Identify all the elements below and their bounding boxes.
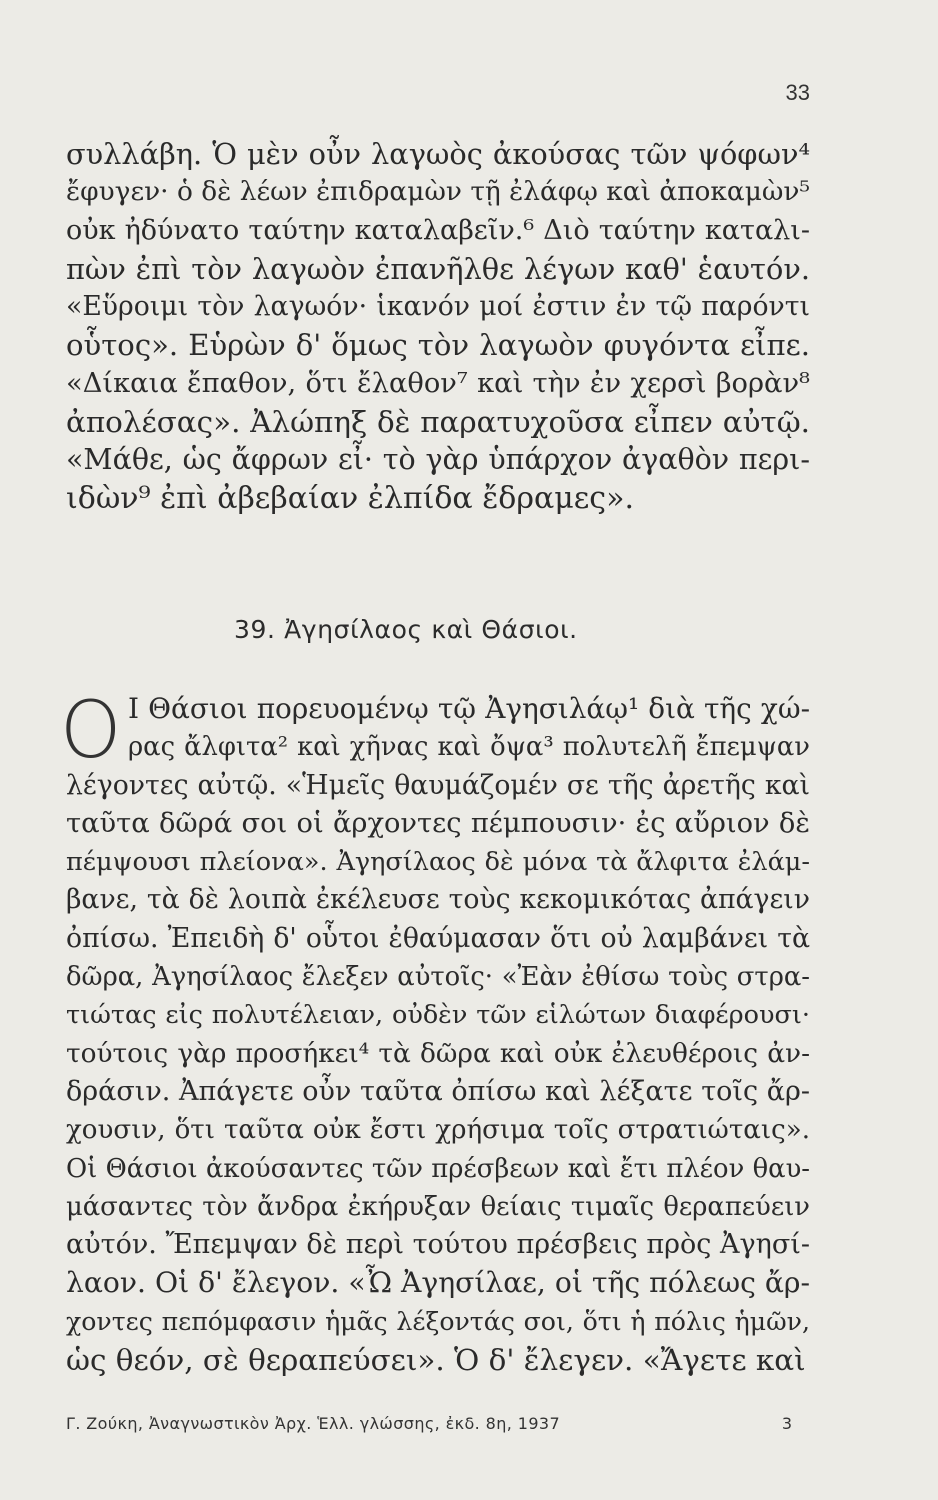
page-number: 33 [785, 80, 810, 105]
text-line: τιώτας εἰς πολυτέλειαν, οὐδὲν τῶν εἱλώτων διαφέρουσι· [66, 1000, 810, 1031]
text-line: δῶρα, Ἀγησίλαος ἔλεξεν αὐτοῖς· «Ἐὰν ἐθίσω τοὺς στρα- [66, 962, 810, 993]
text-line: οὗτος». Εὑρὼν δ' ὅμως τὸν λαγωὸν φυγόντα εἶπε. [66, 328, 810, 363]
text-line: ἔφυγεν· ὁ δὲ λέων ἐπιδραμὼν τῇ ἐλάφῳ καὶ ἀποκαμὼν⁵ [66, 176, 810, 208]
text-line: βανε, τὰ δὲ λοιπὰ ἐκέλευσε τοὺς κεκομικότας ἀπάγειν [66, 884, 810, 916]
text-line: μάσαντες τὸν ἄνδρα ἐκήρυξαν θείαις τιμαῖς θεραπεύειν [66, 1191, 810, 1222]
text-line: λαον. Οἱ δ' ἔλεγον. «Ὦ Ἀγησίλαε, οἱ τῆς πόλεως ἄρ- [66, 1266, 810, 1300]
text-line: «Δίκαια ἔπαθον, ὅτι ἔλαθον⁷ καὶ τὴν ἐν χερσὶ βορὰν⁸ [66, 367, 810, 399]
text-line: ὀπίσω. Ἐπειδὴ δ' οὗτοι ἐθαύμασαν ὅτι οὐ λαμβάνει τὰ [66, 922, 810, 954]
text-line: συλλάβη. Ὁ μὲν οὖν λαγωὸς ἀκούσας τῶν ψόφων⁴ [66, 137, 810, 171]
text-line: αὐτόν. Ἔπεμψαν δὲ περὶ τούτου πρέσβεις πρὸς Ἀγησί- [66, 1229, 810, 1261]
text-line-content: ρας ἄλφιτα² καὶ χῆνας καὶ ὄψα³ πολυτελῆ ἔπεμψαν [128, 732, 810, 763]
printer-signature: 3 [781, 1414, 792, 1433]
text-line [66, 728, 810, 766]
text-line: χουσιν, ὅτι ταῦτα οὐκ ἔστι χρήσιμα τοῖς στρατιώταις». [66, 1115, 810, 1146]
text-line: ιδὼν⁹ ἐπὶ ἀβεβαίαν ἐλπίδα ἔδραμες». [66, 480, 634, 516]
text-line: χοντες πεπόμφασιν ἡμᾶς λέξοντάς σοι, ὅτι ἡ πόλις ἡμῶν, [66, 1306, 810, 1336]
text-line: τούτοις γὰρ προσήκει⁴ τὰ δῶρα καὶ οὐκ ἐλευθέροις ἀν- [66, 1037, 810, 1069]
text-line: ταῦτα δῶρά σοι οἱ ἄρχοντες πέμπουσιν· ἐς αὔριον δὲ [66, 807, 810, 839]
footer-credit: Γ. Ζούκη, Ἀναγνωστικὸν Ἀρχ. Ἑλλ. γλώσσης, ἐκδ. 8η, 1937 [66, 1414, 561, 1433]
text-line: λέγοντες αὐτῷ. «Ἡμεῖς θαυμάζομέν σε τῆς ἀρετῆς καὶ [66, 769, 810, 801]
text-line: δράσιν. Ἀπάγετε οὖν ταῦτα ὀπίσω καὶ λέξατε τοῖς ἄρ- [66, 1075, 810, 1107]
text-line: Οἱ Θάσιοι ἀκούσαντες τῶν πρέσβεων καὶ ἔτι πλέον θαυ- [66, 1153, 810, 1184]
drop-cap: Ο [60, 686, 122, 776]
text-line: πὼν ἐπὶ τὸν λαγωὸν ἐπανῆλθε λέγων καθ' ἑαυτόν. [66, 251, 810, 286]
section-body [60, 686, 810, 1379]
passage-text [66, 135, 810, 518]
text-line: «Μάθε, ὡς ἄφρων εἶ· τὸ γὰρ ὑπάρχον ἀγαθὸν περι- [66, 443, 810, 477]
text-line: οὐκ ἠδύνατο ταύτην καταλαβεῖν.⁶ Διὸ ταύτην καταλι- [66, 214, 810, 246]
text-line: ἀπολέσας». Ἀλώπηξ δὲ παρατυχοῦσα εἶπεν αὐτῷ. [66, 405, 810, 440]
text-line: ὡς θεόν, σὲ θεραπεύσει». Ὁ δ' ἔλεγεν. «Ἄγετε καὶ [66, 1343, 806, 1378]
text-line: πέμψουσι πλείονα». Ἀγησίλαος δὲ μόνα τὰ ἄλφιτα ἐλάμ- [66, 847, 810, 878]
text-line-content: Ι Θάσιοι πορευομένῳ τῷ Ἀγησιλάῳ¹ διὰ τῆς χώ- [128, 692, 810, 725]
section-title: 39. Ἀγησίλαος καὶ Θάσιοι. [234, 615, 578, 644]
text-line: «Εὕροιμι τὸν λαγωόν· ἱκανόν μοί ἐστιν ἐν τῷ παρόντι [66, 291, 810, 323]
